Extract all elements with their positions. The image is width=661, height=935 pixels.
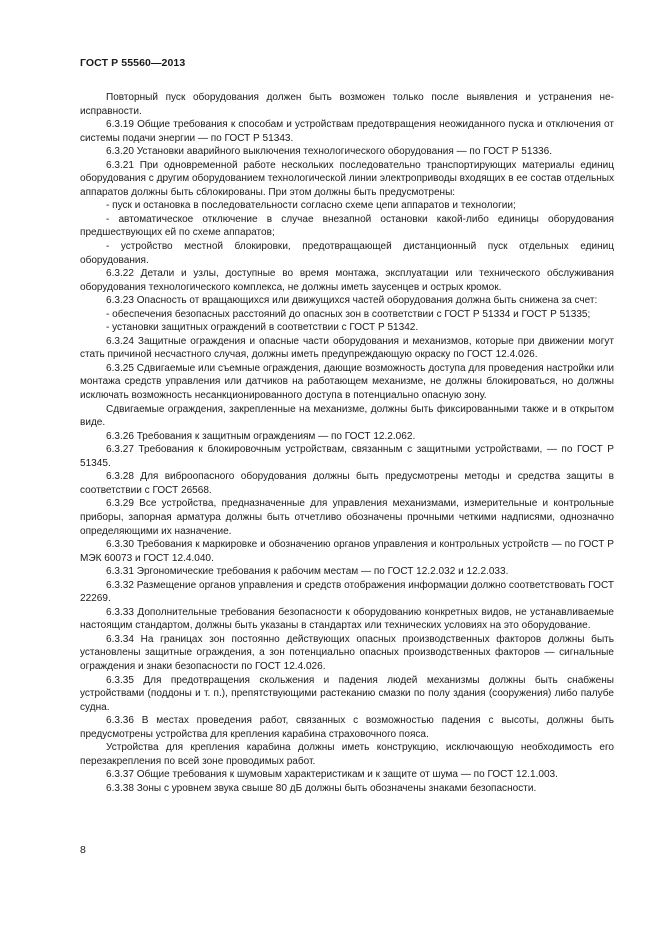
clause-6-3-33: 6.3.33 Дополнительные требования безопасности к оборудованию конкретных видов, не устанавливаемые настоящим стандартом, должны быть указаны в стандартах или технических условиях на это оборудование. bbox=[80, 606, 614, 632]
list-item: - установки защитных ограждений в соответствии с ГОСТ Р 51342. bbox=[106, 322, 419, 334]
paragraph-carabiner-devices: Устройства для крепления карабина должны иметь конструкцию, исключающую необходимость его перезакрепления по всей зоне проводимых работ. bbox=[80, 742, 614, 767]
clause-6-3-32: 6.3.32 Размещение органов управления и средств отображения информации должно соответствовать ГОСТ 22269. bbox=[80, 579, 614, 605]
list-item: - автоматическое отключение в случае внезапной остановки какой-либо единицы оборудования предшествующих ей по схеме аппаратов; bbox=[80, 213, 614, 239]
clause-6-3-30: 6.3.30 Требования к маркировке и обозначению органов управления и контрольных устройств — по ГОСТ Р МЭК 60073 и ГОСТ 12.4.040. bbox=[80, 539, 614, 564]
document-body bbox=[80, 91, 614, 795]
list-item: - обеспечения безопасных расстояний до опасных зон в соответствии с ГОСТ Р 51334 и ГОСТ Р 51335; bbox=[106, 308, 591, 320]
clause-6-3-24: 6.3.24 Защитные ограждения и опасные части оборудования и механизмов, которые при движении могут стать причиной несчастного случая, должны иметь предупреждающую окраску по ГОСТ 12.4.026. bbox=[80, 335, 614, 361]
page-number: 8 bbox=[80, 844, 86, 856]
clause-6-3-27: 6.3.27 Требования к блокировочным устройствам, связанным с защитными устройствами, — по ГОСТ Р 51345. bbox=[80, 444, 614, 469]
list-item: - пуск и остановка в последовательности согласно схеме цепи аппаратов и технологии; bbox=[106, 200, 516, 212]
clause-6-3-29: 6.3.29 Все устройства, предназначенные для управления механизмами, измерительные и контрольные приборы, запорная арматура должны быть отчетливо обозначены прочными четкими надписями, однозначно определяющими их назначение. bbox=[80, 498, 614, 537]
clause-6-3-37: 6.3.37 Общие требования к шумовым характеристикам и к защите от шума — по ГОСТ 12.1.003. bbox=[106, 769, 558, 781]
clause-6-3-38: 6.3.38 Зоны с уровнем звука свыше 80 дБ должны быть обозначены знаками безопасности. bbox=[106, 782, 537, 794]
clause-6-3-25: 6.3.25 Сдвигаемые или съемные ограждения, дающие возможность доступа для проведения настройки или монтажа средств управления или датчиков на работающем механизме, не должны блокироваться, но должны исключать возможность несанкционированного доступа в потенциально опасную зону. bbox=[80, 362, 614, 402]
clause-6-3-28: 6.3.28 Для виброопасного оборудования должны быть предусмотрены методы и средства защиты в соответствии с ГОСТ 26568. bbox=[80, 471, 614, 496]
paragraph-sliding-guards: Сдвигаемые ограждения, закрепленные на механизме, должны быть фиксированными также и в открытом виде. bbox=[80, 403, 614, 429]
clause-6-3-26: 6.3.26 Требования к защитным ограждениям — по ГОСТ 12.2.062. bbox=[106, 430, 416, 442]
clause-6-3-22: 6.3.22 Детали и узлы, доступные во время монтажа, эксплуатации или технического обслуживания оборудования технологического комплекса, не должны иметь заусенцев и острых кромок. bbox=[80, 268, 614, 293]
clause-6-3-19: 6.3.19 Общие требования к способам и устройствам предотвращения неожиданного пуска и отключения от системы подачи энергии — по ГОСТ Р 51343. bbox=[80, 119, 614, 144]
clause-6-3-20: 6.3.20 Установки аварийного выключения технологического оборудования — по ГОСТ Р 51336. bbox=[106, 146, 553, 158]
paragraph-restart: Повторный пуск оборудования должен быть возможен только после выявления и устранения неисправности. bbox=[80, 92, 614, 117]
clause-6-3-36: 6.3.36 В местах проведения работ, связанных с возможностью падения с высоты, должны быть предусмотрены устройства для крепления карабина страховочного пояса. bbox=[80, 715, 614, 740]
standard-header: ГОСТ Р 55560—2013 bbox=[80, 57, 186, 69]
list-item: - устройство местной блокировки, предотвращающей дистанционный пуск отдельных единиц оборудования. bbox=[80, 241, 614, 266]
clause-6-3-35: 6.3.35 Для предотвращения скольжения и падения людей механизмы должны быть снабжены устройствами (поддоны и т. п.), препятствующими растеканию смазки по полу здания (сооружения) либо палубе судна. bbox=[80, 674, 614, 713]
clause-6-3-23: 6.3.23 Опасность от вращающихся или движущихся частей оборудования должна быть снижена за счет: bbox=[106, 295, 598, 307]
clause-6-3-34: 6.3.34 На границах зон постоянно действующих опасных производственных факторов должны быть установлены защитные ограждения, а зон потенциально опасных производственных факторов — сигнальные ограждения и знаки безопасности по ГОСТ 12.4.026. bbox=[80, 633, 614, 672]
clause-6-3-21: 6.3.21 При одновременной работе нескольких последовательно транспортирующих материалы единиц оборудования с другим оборудованием технологической линии электроприводы входящих в ее состав отдельных аппаратов должны быть сблокированы. При этом должны быть предусмотрены: bbox=[80, 159, 614, 198]
clause-6-3-31: 6.3.31 Эргономические требования к рабочим местам — по ГОСТ 12.2.032 и 12.2.033. bbox=[106, 566, 509, 578]
